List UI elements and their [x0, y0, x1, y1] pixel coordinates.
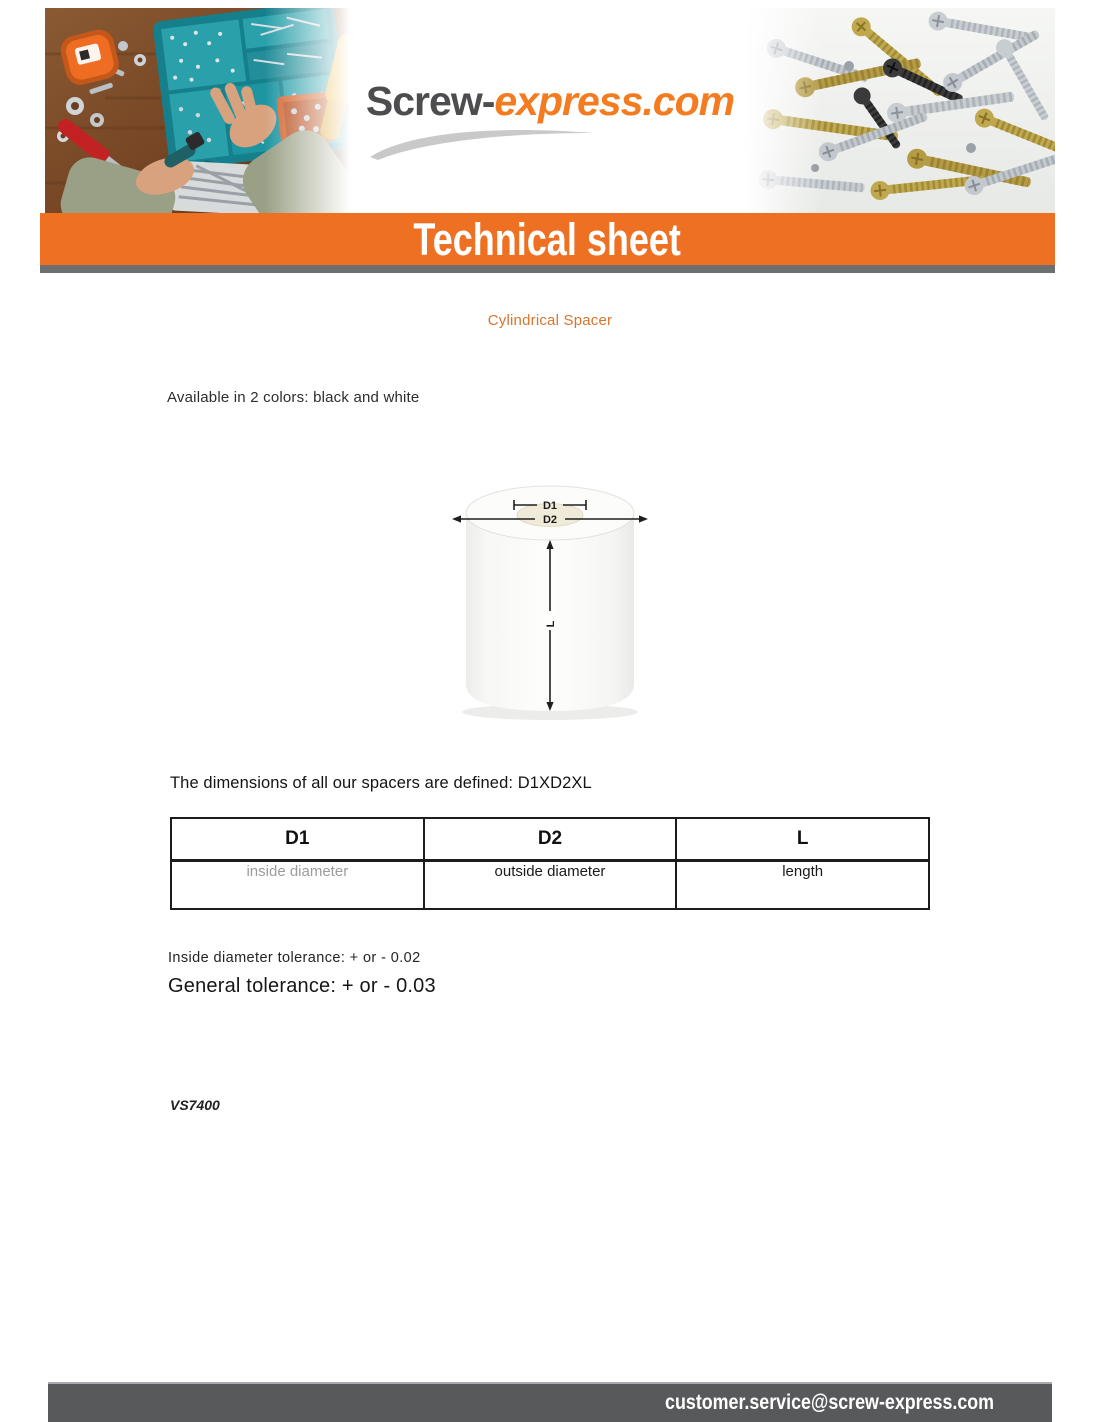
- availability-note: Available in 2 colors: black and white: [167, 389, 420, 406]
- table-cell-length: length: [676, 861, 929, 910]
- dimension-table: [170, 817, 930, 910]
- dimension-label-d2: D2: [542, 514, 558, 526]
- dimension-label-l: L: [545, 620, 557, 628]
- table-header-d1: D1: [171, 818, 424, 861]
- customer-service-email[interactable]: customer.service@screw-express.com: [665, 1391, 994, 1414]
- logo-prefix: Screw-: [365, 78, 495, 124]
- logo-suffix: express.com: [494, 78, 735, 124]
- table-header-d2: D2: [424, 818, 677, 861]
- product-title: Cylindrical Spacer: [487, 312, 613, 329]
- inside-diameter-tolerance: Inside diameter tolerance: + or - 0.02: [168, 950, 421, 966]
- banner-title: Technical sheet: [413, 213, 682, 265]
- table-cell-outside-diameter: outside diameter: [424, 861, 677, 910]
- table-header-l: L: [676, 818, 929, 861]
- table-description-row: [171, 861, 929, 910]
- dimensions-note: The dimensions of all our spacers are defined: D1XD2XL: [170, 774, 592, 792]
- brand-logo: [350, 78, 750, 161]
- brand-logo-text: [350, 78, 750, 125]
- technical-sheet-banner: [40, 213, 1055, 265]
- footer-bar: [48, 1382, 1052, 1422]
- table-header-row: [171, 818, 929, 861]
- dimension-label-d1: D1: [542, 500, 558, 512]
- reference-code: VS7400: [170, 1097, 220, 1113]
- workbench-photo: [45, 8, 350, 214]
- spacer-diagram: [450, 478, 650, 726]
- logo-swoosh: [368, 127, 598, 161]
- general-tolerance: General tolerance: + or - 0.03: [168, 975, 436, 997]
- screws-photo: [745, 8, 1055, 214]
- banner-divider: [40, 265, 1055, 273]
- table-cell-inside-diameter: inside diameter: [171, 861, 424, 910]
